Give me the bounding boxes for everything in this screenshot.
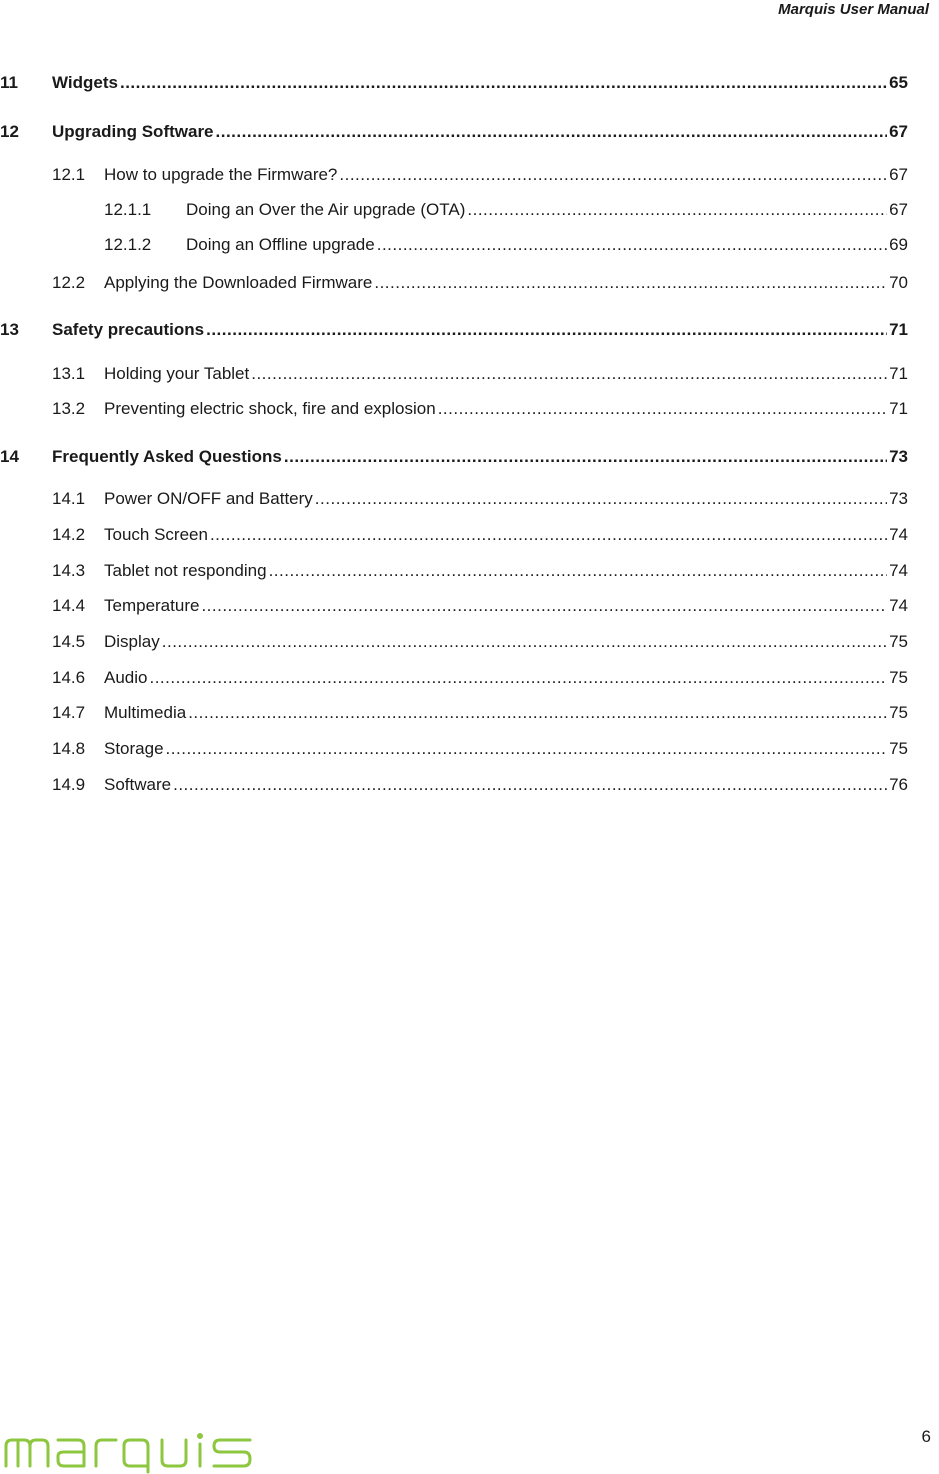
toc-entry-12-2[interactable] bbox=[0, 270, 908, 296]
toc-entry-title: Upgrading Software bbox=[52, 122, 214, 141]
toc-entry-14-9[interactable] bbox=[0, 772, 908, 798]
toc-entry-title: Preventing electric shock, fire and explosion bbox=[104, 399, 436, 418]
toc-entry-title: Storage bbox=[104, 739, 164, 758]
toc-entry-number: 12.1.2 bbox=[104, 235, 152, 254]
toc-entry-number: 14.8 bbox=[52, 739, 86, 758]
toc-entry-title: Applying the Downloaded Firmware bbox=[104, 273, 373, 292]
toc-dot-leader bbox=[438, 396, 887, 422]
toc-entry-title: Display bbox=[104, 632, 160, 651]
toc-entry-page: 74 bbox=[889, 561, 908, 580]
toc-entry-12-1-2[interactable] bbox=[0, 232, 908, 258]
toc-entry-title: Audio bbox=[104, 668, 148, 687]
toc-entry-13-2[interactable] bbox=[0, 396, 908, 422]
toc-entry-14[interactable] bbox=[0, 444, 908, 470]
toc-entry-number: 14.2 bbox=[52, 525, 86, 544]
toc-entry-title: Multimedia bbox=[104, 703, 187, 722]
toc-entry-title: Widgets bbox=[52, 73, 118, 92]
toc-entry-page: 74 bbox=[889, 525, 908, 544]
toc-entry-title: Safety precautions bbox=[52, 320, 205, 339]
toc-dot-leader bbox=[467, 197, 887, 223]
toc-entry-12-1-1[interactable] bbox=[0, 197, 908, 223]
toc-entry-number: 12.2 bbox=[52, 273, 86, 292]
running-header-title: Marquis User Manual bbox=[778, 1, 929, 18]
toc-entry-title: Power ON/OFF and Battery bbox=[104, 489, 313, 508]
toc-entry-14-8[interactable] bbox=[0, 736, 908, 762]
toc-dot-leader bbox=[377, 232, 887, 258]
toc-entry-page: 75 bbox=[889, 739, 908, 758]
toc-dot-leader bbox=[251, 361, 887, 387]
toc-entry-number: 12.1 bbox=[52, 165, 86, 184]
toc-entry-number: 13 bbox=[0, 320, 19, 339]
toc-entry-12-1[interactable] bbox=[0, 162, 908, 188]
toc-entry-11[interactable] bbox=[0, 70, 908, 96]
toc-dot-leader bbox=[166, 736, 888, 762]
toc-dot-leader bbox=[188, 700, 887, 726]
toc-entry-number: 14.4 bbox=[52, 596, 86, 615]
toc-entry-number: 11 bbox=[0, 73, 18, 92]
toc-entry-number: 14.5 bbox=[52, 632, 86, 651]
toc-entry-number: 14.7 bbox=[52, 703, 86, 722]
toc-entry-number: 14.9 bbox=[52, 775, 86, 794]
toc-dot-leader bbox=[315, 486, 887, 512]
toc-dot-leader bbox=[339, 162, 887, 188]
toc-entry-title: Tablet not responding bbox=[104, 561, 267, 580]
toc-entry-title: Temperature bbox=[104, 596, 200, 615]
toc-entry-title: Doing an Offline upgrade bbox=[186, 235, 375, 254]
page-number: 6 bbox=[921, 1427, 931, 1446]
toc-entry-number: 14.3 bbox=[52, 561, 86, 580]
toc-entry-number: 13.1 bbox=[52, 364, 86, 383]
toc-entry-page: 74 bbox=[889, 596, 908, 615]
toc-dot-leader bbox=[374, 270, 887, 296]
toc-entry-page: 73 bbox=[889, 489, 908, 508]
toc-entry-number: 14.6 bbox=[52, 668, 86, 687]
toc-dot-leader bbox=[284, 444, 887, 470]
toc-entry-page: 71 bbox=[889, 364, 908, 383]
toc-entry-page: 73 bbox=[889, 447, 908, 466]
toc-entry-14-7[interactable] bbox=[0, 700, 908, 726]
toc-entry-number: 12.1.1 bbox=[104, 200, 152, 219]
toc-entry-page: 75 bbox=[889, 703, 908, 722]
toc-entry-14-2[interactable] bbox=[0, 522, 908, 548]
toc-entry-page: 76 bbox=[889, 775, 908, 794]
toc-entry-14-6[interactable] bbox=[0, 665, 908, 691]
toc-dot-leader bbox=[201, 593, 887, 619]
toc-entry-number: 13.2 bbox=[52, 399, 86, 418]
toc-entry-14-1[interactable] bbox=[0, 486, 908, 512]
toc-dot-leader bbox=[206, 317, 887, 343]
toc-entry-title: Frequently Asked Questions bbox=[52, 447, 282, 466]
toc-entry-page: 69 bbox=[889, 235, 908, 254]
toc-entry-title: Doing an Over the Air upgrade (OTA) bbox=[186, 200, 466, 219]
toc-entry-number: 12 bbox=[0, 122, 19, 141]
toc-entry-page: 67 bbox=[889, 122, 908, 141]
toc-entry-12[interactable] bbox=[0, 119, 908, 145]
toc-entry-page: 71 bbox=[889, 320, 908, 339]
toc-entry-page: 75 bbox=[889, 668, 908, 687]
toc-entry-14-5[interactable] bbox=[0, 629, 908, 655]
toc-entry-14-4[interactable] bbox=[0, 593, 908, 619]
toc-entry-title: Holding your Tablet bbox=[104, 364, 250, 383]
toc-dot-leader bbox=[216, 119, 888, 145]
toc-entry-number: 14.1 bbox=[52, 489, 86, 508]
toc-dot-leader bbox=[210, 522, 887, 548]
toc-entry-page: 71 bbox=[889, 399, 908, 418]
toc-entry-14-3[interactable] bbox=[0, 558, 908, 584]
toc-entry-page: 67 bbox=[889, 165, 908, 184]
toc-dot-leader bbox=[149, 665, 887, 691]
marquis-logo bbox=[2, 1432, 270, 1474]
toc-dot-leader bbox=[173, 772, 887, 798]
toc-entry-13[interactable] bbox=[0, 317, 908, 343]
toc-entry-number: 14 bbox=[0, 447, 19, 466]
toc-dot-leader bbox=[162, 629, 887, 655]
toc-dot-leader bbox=[120, 70, 887, 96]
toc-entry-page: 75 bbox=[889, 632, 908, 651]
toc-dot-leader bbox=[269, 558, 888, 584]
toc-entry-title: How to upgrade the Firmware? bbox=[104, 165, 338, 184]
toc-entry-page: 67 bbox=[889, 200, 908, 219]
toc-entry-page: 65 bbox=[889, 73, 908, 92]
toc-entry-page: 70 bbox=[889, 273, 908, 292]
toc-entry-title: Touch Screen bbox=[104, 525, 208, 544]
toc-entry-13-1[interactable] bbox=[0, 361, 908, 387]
toc-entry-title: Software bbox=[104, 775, 172, 794]
